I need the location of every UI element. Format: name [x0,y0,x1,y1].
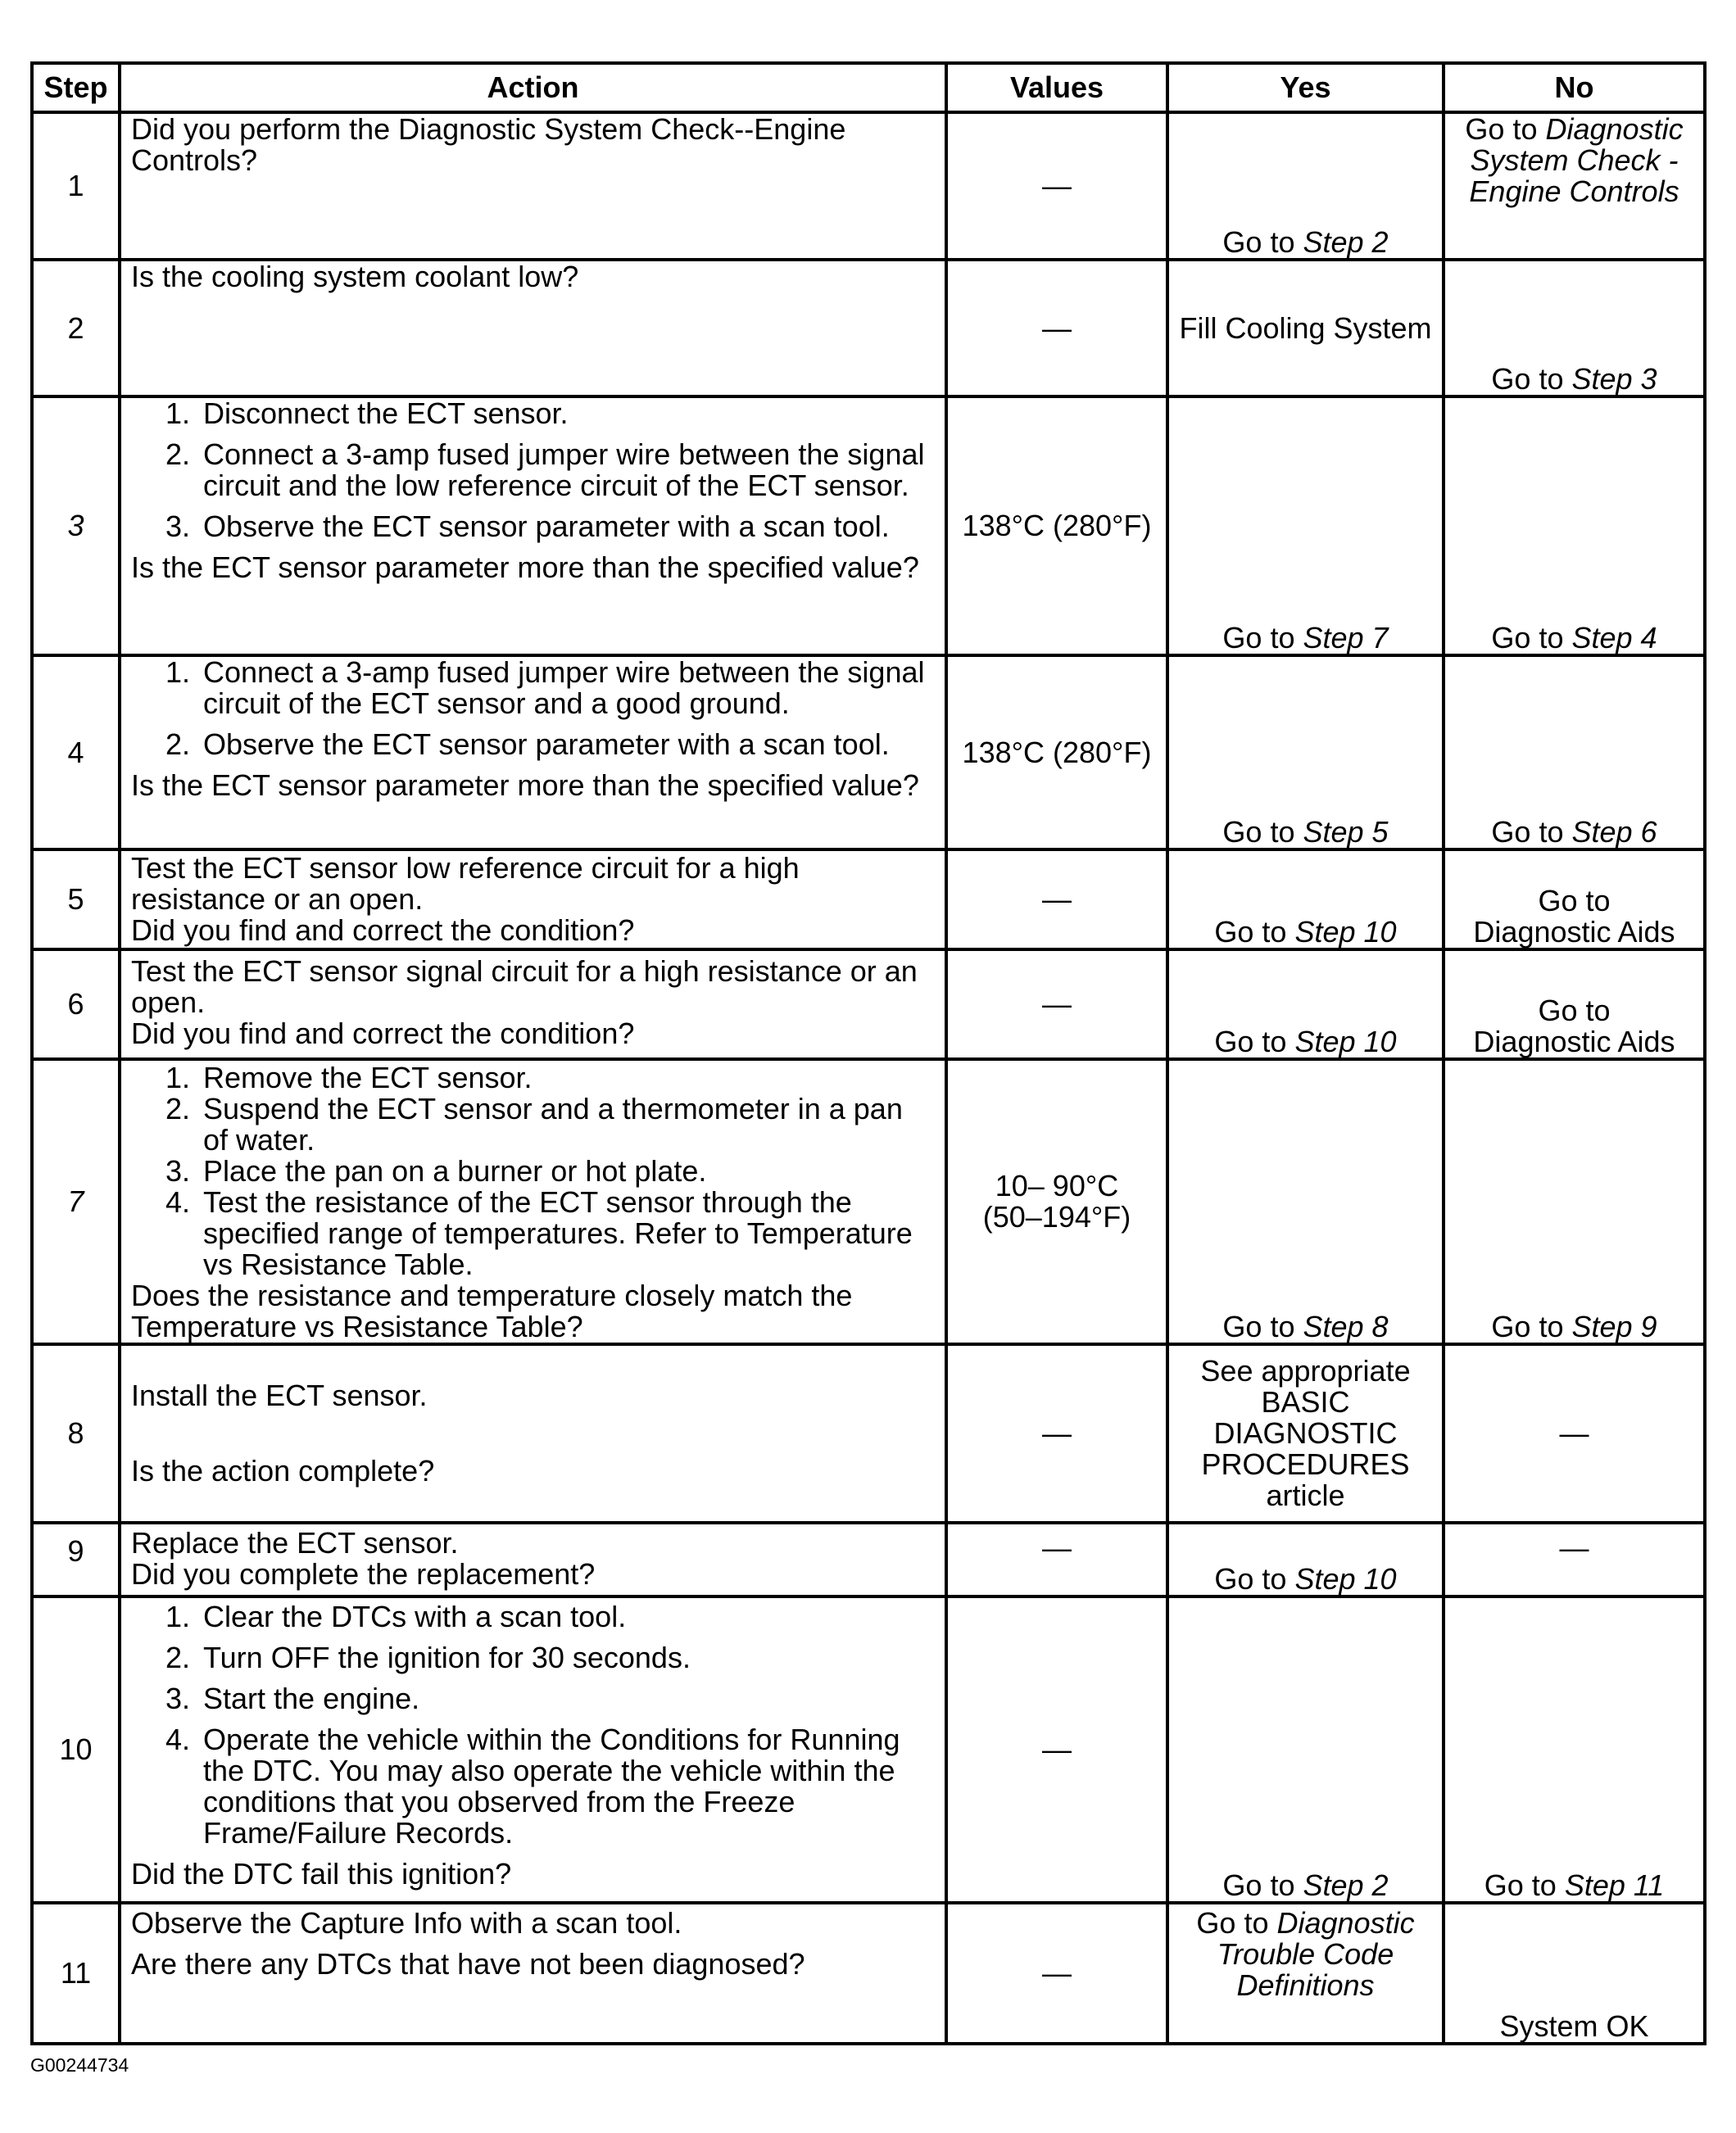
action-cell [120,655,946,849]
header-yes: Yes [1167,63,1444,112]
action-question: Are there any DTCs that have not been diagnosed? [131,1947,805,1981]
value-cell: — [946,112,1167,260]
step-number: 6 [32,949,120,1059]
action-step: 1. Connect a 3-amp fused jumper wire between the signal circuit of the ECT sensor and a good ground. [198,657,935,719]
action-step: 2. Observe the ECT sensor parameter with a scan tool. [198,729,935,760]
action-step: 1. Clear the DTCs with a scan tool. [198,1601,935,1633]
action-step: 2. Connect a 3-amp fused jumper wire between the signal circuit and the low reference circuit of the ECT sensor. [198,439,935,501]
value-cell: — [946,1903,1167,2044]
header-row [32,63,1705,112]
table-row [32,260,1705,396]
header-no: No [1444,63,1705,112]
step-number: 1 [32,112,120,260]
yes-link: Diagnostic Trouble Code Definitions [1217,1906,1415,2002]
no-cell [1444,260,1705,396]
step-number: 11 [32,1903,120,2044]
yes-prefix: Go to [1222,225,1303,259]
action-text: Test the ECT sensor signal circuit for a high resistance or an open. [131,954,918,1019]
yes-cell [1167,1059,1444,1344]
action-cell [120,260,946,396]
table-row [32,396,1705,655]
no-line: Diagnostic Aids [1473,915,1675,949]
value-cell: — [946,260,1167,396]
no-cell [1444,949,1705,1059]
action-cell [120,1596,946,1903]
yes-line: See appropriate [1200,1354,1411,1388]
yes-line: article [1266,1479,1345,1512]
yes-cell [1167,1344,1444,1523]
header-action: Action [120,63,946,112]
no-link: Step 11 [1564,1868,1665,1902]
no-prefix: Go to [1491,362,1572,396]
action-steps [131,398,935,542]
yes-prefix: Go to [1222,1868,1303,1902]
yes-prefix: Go to [1222,621,1303,654]
action-question: Is the action complete? [131,1454,435,1488]
no-link: Diagnostic System Check - Engine Controls [1469,112,1684,208]
diagnostic-table [30,61,1707,2045]
action-text: Observe the Capture Info with a scan tool. [131,1906,682,1940]
yes-cell [1167,1596,1444,1903]
action-cell [120,1523,946,1596]
no-prefix: Go to [1491,621,1572,654]
yes-cell: Fill Cooling System [1167,260,1444,396]
yes-prefix: Go to [1214,915,1295,949]
yes-prefix: Go to [1214,1562,1295,1596]
action-cell [120,1903,946,2044]
table-row [32,112,1705,260]
yes-line: BASIC [1261,1385,1350,1419]
yes-link: Step 7 [1303,621,1389,654]
action-question: Is the ECT sensor parameter more than the specified value? [131,768,919,802]
yes-cell [1167,112,1444,260]
value-cell: 138°C (280°F) [946,396,1167,655]
no-cell [1444,849,1705,949]
yes-link: Step 10 [1294,1562,1397,1596]
table-row [32,1059,1705,1344]
no-cell: — [1444,1523,1705,1596]
action-step: 3. Start the engine. [198,1683,935,1714]
yes-link: Step 10 [1294,915,1397,949]
table-row [32,1344,1705,1523]
yes-prefix: Go to [1222,815,1303,849]
yes-prefix: Go to [1222,1310,1303,1343]
table-row [32,849,1705,949]
action-steps [131,1601,935,1849]
step-number: 8 [32,1344,120,1523]
table-row [32,1903,1705,2044]
value-cell [946,1059,1167,1344]
yes-link: Step 5 [1303,815,1389,849]
value-cell: — [946,1344,1167,1523]
no-cell [1444,655,1705,849]
value-cell: 138°C (280°F) [946,655,1167,849]
yes-line: PROCEDURES [1201,1447,1410,1481]
no-cell [1444,396,1705,655]
value-line: (50–194°F) [982,1200,1131,1234]
action-cell [120,849,946,949]
step-number: 2 [32,260,120,396]
action-cell [120,396,946,655]
no-cell: System OK [1444,1903,1705,2044]
action-step: 1. Remove the ECT sensor. [198,1062,935,1094]
yes-cell [1167,949,1444,1059]
header-step: Step [32,63,120,112]
action-steps [131,657,935,760]
action-steps [131,1062,935,1280]
header-values: Values [946,63,1167,112]
action-step: 3. Observe the ECT sensor parameter with a scan tool. [198,511,935,542]
step-number: 5 [32,849,120,949]
action-question: Did you find and correct the condition? [131,913,635,947]
action-question: Did you complete the replacement? [131,1557,596,1591]
action-cell [120,949,946,1059]
table-row [32,949,1705,1059]
value-line: 10– 90°C [995,1169,1119,1202]
table-row [32,1596,1705,1903]
action-question: Did you find and correct the condition? [131,1017,635,1050]
yes-cell [1167,396,1444,655]
no-cell [1444,1059,1705,1344]
action-question: Is the ECT sensor parameter more than the specified value? [131,550,919,584]
no-prefix: Go to [1465,112,1546,146]
action-text: Test the ECT sensor low reference circuit for a high resistance or an open. [131,851,800,916]
no-line: Go to [1538,884,1611,917]
yes-link: Step 8 [1303,1310,1389,1343]
step-number: 3 [32,396,120,655]
step-number: 7 [32,1059,120,1344]
action-step: 2. Turn OFF the ignition for 30 seconds. [198,1642,935,1673]
no-prefix: Go to [1491,815,1572,849]
step-number: 10 [32,1596,120,1903]
yes-prefix: Go to [1214,1025,1295,1058]
action-step: 2. Suspend the ECT sensor and a thermometer in a pan of water. [198,1094,935,1156]
action-cell [120,1344,946,1523]
action-text: Is the cooling system coolant low? [131,260,579,293]
yes-cell [1167,655,1444,849]
no-cell [1444,112,1705,260]
action-question: Did the DTC fail this ignition? [131,1857,512,1891]
step-number: 9 [32,1523,120,1596]
action-cell [120,1059,946,1344]
value-cell: — [946,849,1167,949]
no-prefix: Go to [1491,1310,1572,1343]
no-cell: — [1444,1344,1705,1523]
value-cell: — [946,1523,1167,1596]
no-link: Step 9 [1571,1310,1657,1343]
no-cell [1444,1596,1705,1903]
no-link: Step 6 [1571,815,1657,849]
no-line: Go to [1538,994,1611,1027]
yes-prefix: Go to [1196,1906,1277,1940]
no-prefix: Go to [1484,1868,1565,1902]
action-step: 4. Test the resistance of the ECT sensor through the specified range of temperatures. Refer to Temperature vs Resistance Table. [198,1187,935,1280]
value-cell: — [946,1596,1167,1903]
action-text: Did you perform the Diagnostic System Check--Engine Controls? [131,112,846,177]
yes-line: DIAGNOSTIC [1213,1416,1398,1450]
action-step: 4. Operate the vehicle within the Conditions for Running the DTC. You may also operate the vehicle within the conditions that you observed from the Freeze Frame/Failure Records. [198,1724,935,1849]
no-link: Step 3 [1571,362,1657,396]
action-text: Replace the ECT sensor. [131,1526,459,1560]
action-step: 1. Disconnect the ECT sensor. [198,398,935,429]
yes-link: Step 2 [1303,225,1389,259]
yes-link: Step 10 [1294,1025,1397,1058]
no-link: Step 4 [1571,621,1657,654]
yes-cell [1167,1903,1444,2044]
figure-id: G00244734 [30,2054,129,2076]
yes-link: Step 2 [1303,1868,1389,1902]
yes-cell [1167,849,1444,949]
action-step: 3. Place the pan on a burner or hot plate. [198,1156,935,1187]
action-cell [120,112,946,260]
action-text: Install the ECT sensor. [131,1379,428,1412]
no-line: Diagnostic Aids [1473,1025,1675,1058]
table-row [32,1523,1705,1596]
step-number: 4 [32,655,120,849]
value-cell: — [946,949,1167,1059]
yes-cell [1167,1523,1444,1596]
action-question: Does the resistance and temperature closely match the Temperature vs Resistance Table? [131,1279,853,1343]
table-row [32,655,1705,849]
